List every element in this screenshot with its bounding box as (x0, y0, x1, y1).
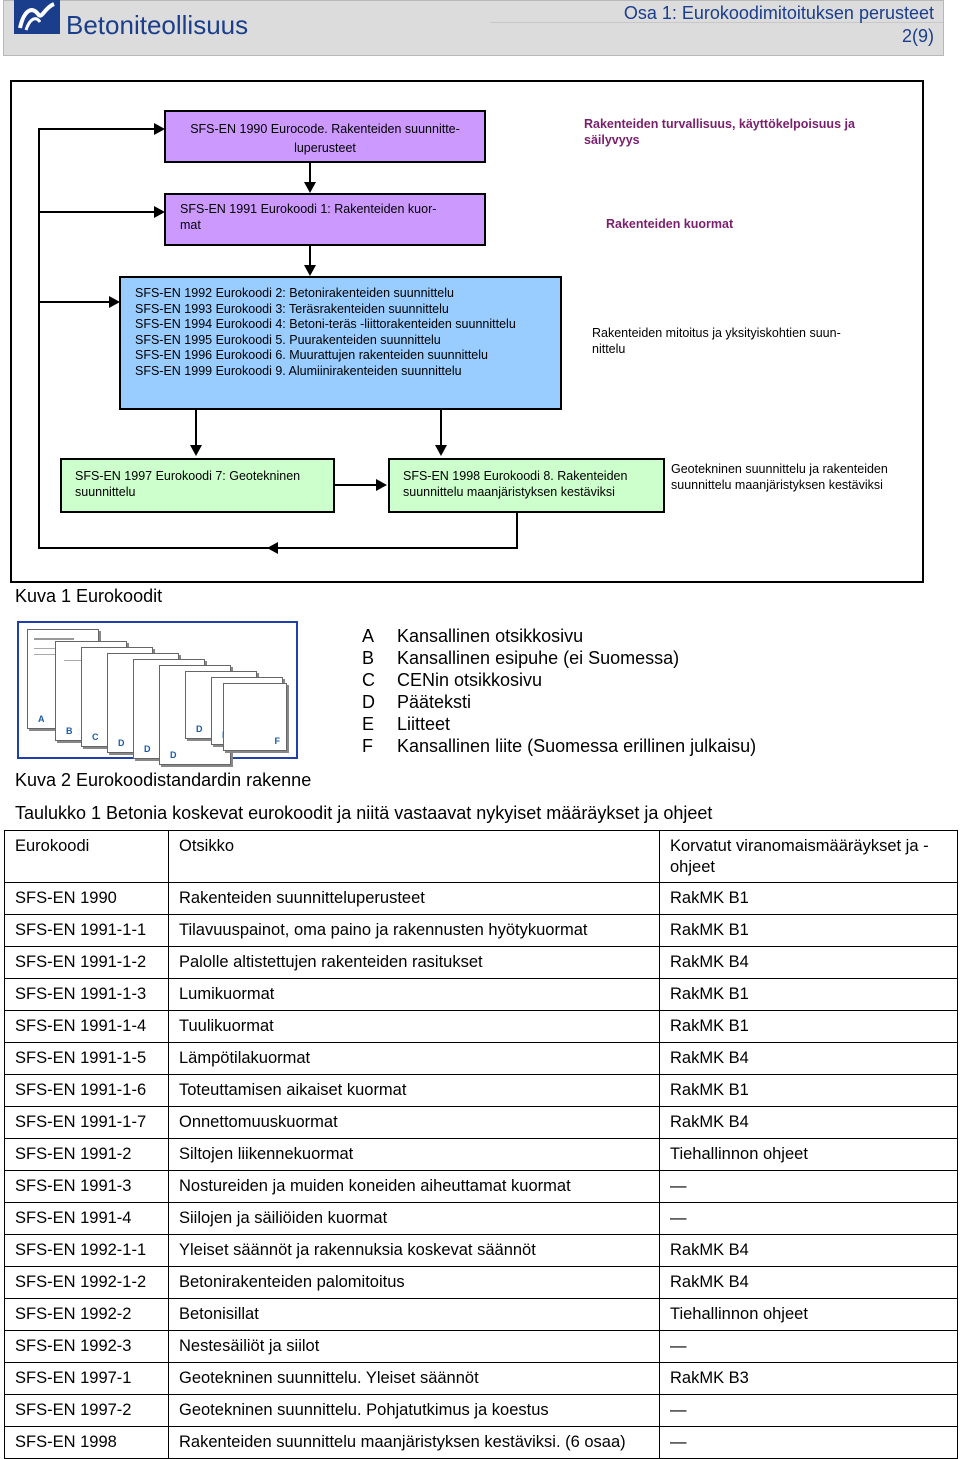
table-row (5, 915, 958, 947)
code-cell: SFS-EN 1992-1-1 (5, 1235, 169, 1267)
replaced-cell: Tiehallinnon ohjeet (660, 1299, 958, 1331)
arrow-down-icon (190, 445, 202, 456)
replaced-cell: — (660, 1203, 958, 1235)
replaced-cell: RakMK B1 (660, 1011, 958, 1043)
table-row (5, 1043, 958, 1075)
legend-text: CENin otsikkosivu (397, 670, 543, 690)
replaced-cell: — (660, 1171, 958, 1203)
connector-line (309, 245, 311, 265)
legend-letter: E (362, 714, 375, 734)
box-design-codes (119, 276, 562, 410)
code-cell: SFS-EN 1992-1-2 (5, 1267, 169, 1299)
design-code-line: SFS-EN 1994 Eurokoodi 4: Betoni-teräs -liittorakenteiden suunnittelu (135, 317, 516, 331)
table-caption: Taulukko 1 Betonia koskevat eurokoodit ja niitä vastaavat nykyiset määräykset ja ohjeet (15, 803, 713, 823)
replaced-cell: — (660, 1331, 958, 1363)
table-row (5, 979, 958, 1011)
title-cell: Rakenteiden suunnitteluperusteet (169, 883, 660, 915)
box-sfs-en-1990 (164, 110, 486, 163)
standard-structure-figure (17, 621, 298, 759)
legend-letter: B (362, 648, 375, 668)
figure-caption-1: Kuva 1 Eurokoodit (15, 586, 163, 606)
replaced-cell: RakMK B1 (660, 883, 958, 915)
code-cell: SFS-EN 1991-1-3 (5, 979, 169, 1011)
title-cell: Siltojen liikennekuormat (169, 1139, 660, 1171)
feedback-line (38, 211, 154, 213)
design-code-line: SFS-EN 1996 Eurokoodi 6. Muurattujen rakenteiden suunnittelu (135, 348, 488, 362)
arrow-down-icon (304, 182, 316, 193)
box-1998-line: SFS-EN 1998 Eurokoodi 8. Rakenteiden (403, 469, 628, 483)
title-cell: Rakenteiden suunnittelu maanjäristyksen kestäviksi. (6 osaa) (169, 1427, 660, 1459)
design-code-line: SFS-EN 1995 Eurokoodi 5. Puurakenteiden suunnittelu (135, 332, 441, 347)
replaced-cell: Tiehallinnon ohjeet (660, 1139, 958, 1171)
box-1990-line: SFS-EN 1990 Eurocode. Rakenteiden suunnitte- (190, 122, 460, 136)
title-cell: Tuulikuormat (169, 1011, 660, 1043)
side-label-line: nittelu (592, 341, 626, 356)
feedback-line (38, 128, 40, 548)
arrow-right-icon (376, 479, 387, 491)
arrow-down-icon (435, 445, 447, 456)
title-cell: Nostureiden ja muiden koneiden aiheuttamat kuormat (169, 1171, 660, 1203)
code-cell: SFS-EN 1997-2 (5, 1395, 169, 1427)
side-label-line: Geotekninen suunnittelu ja rakenteiden (671, 462, 888, 476)
table-row (5, 1171, 958, 1203)
replaced-cell: RakMK B4 (660, 1235, 958, 1267)
side-label-line: Rakenteiden turvallisuus, käyttökelpoisuus ja (584, 117, 855, 131)
header-cell: Otsikko (169, 831, 660, 883)
legend-text: Pääteksti (397, 692, 472, 712)
side-label-line: suunnittelu maanjäristyksen kestäviksi (671, 477, 883, 492)
side-label-line: Rakenteiden mitoitus ja yksityiskohtien suun- (592, 326, 841, 340)
legend-text: Kansallinen otsikkosivu (397, 626, 584, 646)
code-cell: SFS-EN 1992-2 (5, 1299, 169, 1331)
table-row (5, 1075, 958, 1107)
code-cell: SFS-EN 1991-1-7 (5, 1107, 169, 1139)
code-cell: SFS-EN 1991-1-4 (5, 1011, 169, 1043)
title-cell: Toteuttamisen aikaiset kuormat (169, 1075, 660, 1107)
title-cell: Betonisillat (169, 1299, 660, 1331)
title-cell: Betonirakenteiden palomitoitus (169, 1267, 660, 1299)
page-letter: B (66, 726, 73, 736)
legend-text: Kansallinen liite (Suomessa erillinen julkaisu) (397, 736, 757, 756)
box-1998-line: suunnittelu maanjäristyksen kestäviksi (403, 484, 615, 499)
box-1997-line: suunnittelu (75, 484, 136, 499)
design-code-line: SFS-EN 1992 Eurokoodi 2: Betonirakenteiden suunnittelu (135, 286, 454, 300)
box-sfs-en-1991 (164, 193, 486, 246)
company-logo (14, 0, 60, 34)
code-cell: SFS-EN 1991-4 (5, 1203, 169, 1235)
box-sfs-en-1998 (388, 458, 665, 513)
replaced-cell: — (660, 1427, 958, 1459)
table-row (5, 1331, 958, 1363)
table-row (5, 1203, 958, 1235)
table-row (5, 1011, 958, 1043)
arrow-down-icon (304, 265, 316, 276)
feedback-line (38, 128, 154, 130)
legend-letter: D (362, 692, 375, 712)
title-cell: Siilojen ja säiliöiden kuormat (169, 1203, 660, 1235)
side-label-design (592, 326, 841, 357)
connector-line (195, 409, 197, 445)
design-code-line: SFS-EN 1999 Eurokoodi 9. Alumiinirakenteiden suunnittelu (135, 363, 462, 378)
eurocode-table (4, 830, 958, 1459)
code-cell: SFS-EN 1991-1-2 (5, 947, 169, 979)
arrow-left-icon (267, 542, 278, 554)
replaced-cell: RakMK B1 (660, 1075, 958, 1107)
side-label-line: säilyvyys (584, 132, 640, 147)
page-letter: D (118, 738, 125, 748)
code-cell: SFS-EN 1991-2 (5, 1139, 169, 1171)
replaced-cell: RakMK B4 (660, 1107, 958, 1139)
box-1990-line: luperusteet (294, 140, 356, 155)
page-letter: A (38, 714, 45, 724)
connector-line (334, 484, 376, 486)
document-title: Osa 1: Eurokoodimitoituksen perusteet (623, 3, 934, 23)
legend-text: Kansallinen esipuhe (ei Suomessa) (397, 648, 680, 668)
code-cell: SFS-EN 1991-1-5 (5, 1043, 169, 1075)
code-cell: SFS-EN 1997-1 (5, 1363, 169, 1395)
table-row (5, 883, 958, 915)
side-label-loads: Rakenteiden kuormat (606, 217, 734, 231)
code-cell: SFS-EN 1998 (5, 1427, 169, 1459)
replaced-cell: — (660, 1395, 958, 1427)
feedback-line (38, 301, 109, 303)
title-cell: Lämpötilakuormat (169, 1043, 660, 1075)
title-cell: Lumikuormat (169, 979, 660, 1011)
table-row (5, 1139, 958, 1171)
connector-line (309, 162, 311, 182)
table-header-row (5, 831, 958, 883)
page-letter: D (170, 750, 177, 760)
box-1991-line: mat (180, 217, 201, 232)
page-letter: F (274, 736, 280, 746)
title-cell: Geotekninen suunnittelu. Yleiset säännöt (169, 1363, 660, 1395)
replaced-cell: RakMK B1 (660, 979, 958, 1011)
replaced-cell: RakMK B1 (660, 915, 958, 947)
page-number: 2(9) (901, 26, 934, 46)
code-cell: SFS-EN 1991-3 (5, 1171, 169, 1203)
table-row (5, 1267, 958, 1299)
header-cell: Korvatut viranomaismääräykset ja -ohjeet (660, 831, 958, 883)
page-f (223, 683, 287, 751)
table-row (5, 1107, 958, 1139)
legend-letter: F (362, 736, 373, 756)
table-row (5, 1299, 958, 1331)
box-1991-line: SFS-EN 1991 Eurokoodi 1: Rakenteiden kuor- (180, 202, 437, 216)
table-row (5, 1235, 958, 1267)
figure-caption-2: Kuva 2 Eurokoodistandardin rakenne (15, 770, 312, 790)
design-code-line: SFS-EN 1993 Eurokoodi 3: Teräsrakenteiden suunnittelu (135, 301, 449, 316)
side-label-safety (584, 117, 855, 148)
legend-text: Liitteet (397, 714, 451, 734)
code-cell: SFS-EN 1992-3 (5, 1331, 169, 1363)
legend-letter: A (362, 626, 375, 646)
page-letter: D (196, 724, 203, 734)
title-cell: Onnettomuuskuormat (169, 1107, 660, 1139)
page-letter: C (92, 732, 99, 742)
page-letter: D (144, 744, 151, 754)
replaced-cell: RakMK B3 (660, 1363, 958, 1395)
table-row (5, 947, 958, 979)
feedback-line (516, 512, 518, 549)
replaced-cell: RakMK B4 (660, 947, 958, 979)
replaced-cell: RakMK B4 (660, 1043, 958, 1075)
table-row (5, 1427, 958, 1459)
header-cell: Eurokoodi (5, 831, 169, 883)
code-cell: SFS-EN 1991-1-6 (5, 1075, 169, 1107)
side-label-geotechnical (671, 462, 888, 493)
title-cell: Tilavuuspainot, oma paino ja rakennusten hyötykuormat (169, 915, 660, 947)
replaced-cell: RakMK B4 (660, 1267, 958, 1299)
brand-name: Betoniteollisuus (66, 10, 249, 40)
title-cell: Yleiset säännöt ja rakennuksia koskevat säännöt (169, 1235, 660, 1267)
box-sfs-en-1997 (60, 458, 335, 513)
connector-line (440, 409, 442, 445)
box-1997-line: SFS-EN 1997 Eurokoodi 7: Geotekninen (75, 469, 301, 483)
legend-letter: C (362, 670, 375, 690)
logo-mark-icon (14, 0, 60, 34)
table-row (5, 1363, 958, 1395)
title-cell: Palolle altistettujen rakenteiden rasitukset (169, 947, 660, 979)
code-cell: SFS-EN 1991-1-1 (5, 915, 169, 947)
code-cell: SFS-EN 1990 (5, 883, 169, 915)
title-cell: Geotekninen suunnittelu. Pohjatutkimus ja koestus (169, 1395, 660, 1427)
title-cell: Nestesäiliöt ja siilot (169, 1331, 660, 1363)
table-row (5, 1395, 958, 1427)
